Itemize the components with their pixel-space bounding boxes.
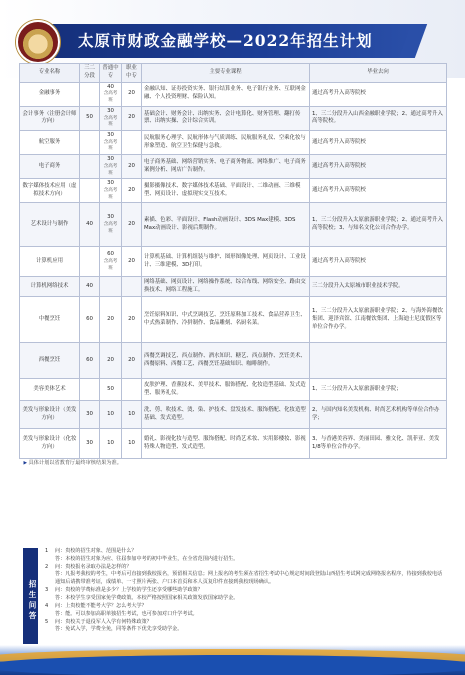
- faq-number: 1: [45, 548, 49, 554]
- table-body: [20, 82, 447, 469]
- general-count-note: 含高考班: [103, 91, 118, 104]
- table-row: [20, 203, 447, 247]
- faq-answer: 答：本校的招生对象为应、往届参加中考的初中毕业生，在全省范围内进行招生。: [55, 555, 239, 562]
- vocational-count-cell: 10: [122, 429, 142, 459]
- page-title: 太原市财政金融学校—2022年招生计划: [78, 31, 373, 50]
- general-count-value: 50: [107, 385, 114, 392]
- general-count-value: 40: [107, 83, 114, 90]
- vocational-count-cell: [122, 130, 142, 154]
- general-count-note: 含高考班: [103, 188, 118, 200]
- courses-cell: 素描、色彩、平面设计、Flash动画设计、3DS Max建模、3DS Max动画设计、影视后期制作。: [142, 203, 310, 247]
- faq-number: 3: [45, 587, 49, 594]
- general-count-note: 含高考班: [103, 139, 118, 152]
- major-name-cell: 计算机网络技术: [20, 277, 80, 297]
- major-name-cell: 美发与形象设计（美发方向）: [20, 401, 80, 429]
- table-row: [20, 82, 447, 106]
- general-count-note: 含高考班: [103, 163, 118, 176]
- vocational-count-cell: [122, 379, 142, 401]
- three-two-count-cell: 30: [80, 429, 100, 459]
- general-count-value: 10: [107, 439, 114, 446]
- table-row: [20, 247, 447, 277]
- three-two-count-cell: 40: [80, 277, 100, 297]
- general-count-value: 30: [107, 214, 114, 221]
- major-name-cell: 数字媒体技术应用（虚拟技术方向）: [20, 179, 80, 203]
- general-count-cell: [100, 203, 122, 247]
- destination-cell: 1、三二分段升入太原旅游职业学院；: [310, 379, 447, 401]
- vocational-count-cell: 20: [122, 82, 142, 106]
- destination-cell: 通过高考升入高等院校: [310, 130, 447, 154]
- faq-question: 问：贵校的学费标准是多少？上学校的学生还享受哪些助学政策？: [55, 587, 203, 594]
- courses-cell: 皮肤护理、香薰技术、美甲技术、服饰搭配、化妆造型基础、发式造型、服务礼仪。: [142, 379, 310, 401]
- table-row: [20, 343, 447, 379]
- table-row: [20, 277, 447, 297]
- header-courses: 主要专业课程: [142, 64, 310, 83]
- destination-cell: 通过高考升入高等院校: [310, 155, 447, 179]
- table-header-row: [20, 64, 447, 83]
- general-count-value: 20: [107, 315, 114, 322]
- table-row: [20, 297, 447, 343]
- school-logo-icon: [16, 20, 60, 64]
- major-name-cell: 航空服务: [20, 130, 80, 154]
- general-count-cell: [100, 155, 122, 179]
- destination-cell: 通过高考升入高等院校: [310, 247, 447, 277]
- three-two-count-cell: [80, 247, 100, 277]
- major-name-cell: 艺术设计与制作: [20, 203, 80, 247]
- courses-cell: 金融认知、证券投资实务、银行结算业务、电子银行业务、互联网金融、个人投资理财、保险认知。: [142, 82, 310, 106]
- header-major: 专业名称: [20, 64, 80, 83]
- courses-cell: 婚礼、影视化妆与造型、服饰搭配、时尚艺术妆、实用影楼妆、影视特殊人物造型、发式造型。: [142, 429, 310, 459]
- destination-cell: 3、与香港美容界、美丽田园、雅文化、凯菲亚、美发1/8等单位合作办学。: [310, 429, 447, 459]
- major-name-cell: 计算机应用: [20, 247, 80, 277]
- vocational-count-cell: 20: [122, 297, 142, 343]
- table-row: [20, 130, 447, 154]
- footer-wave: [0, 645, 465, 675]
- vocational-count-cell: 20: [122, 155, 142, 179]
- faq-answer: 答：本校学生享受国家免学费政策。本校严格按照国家相关政策发放国家助学金。: [55, 594, 239, 601]
- faq-question-line: [45, 548, 445, 556]
- general-count-note: 含高考班: [103, 259, 118, 271]
- destination-cell: 1、三二分段升入太原旅游职业学院；2、与海外海餐饮集团、迎泽宾馆、江南餐饮集团、上海迪士尼度假区等单位合作办学。: [310, 297, 447, 343]
- faq-answer: 答：凡报考我校的考生，中考后可直接到我校报名，预留相关信息；网上报名的考生须在省招生考试中心规定时间段登陆山西招生考试网完成网络报名程序，待接到我校电话通知后请携带准考证，成绩单、一寸照片两张、户口本首页和本人页复印件直接到我校现场确认。: [55, 571, 443, 586]
- table-row: [20, 379, 447, 401]
- major-name-cell: 会计事务（注册会计师方向）: [20, 106, 80, 130]
- three-two-count-cell: [80, 155, 100, 179]
- three-two-count-cell: 30: [80, 401, 100, 429]
- destination-cell: 三二分段升入太原城市职业技术学院。: [310, 277, 447, 297]
- general-count-value: 20: [107, 356, 114, 363]
- general-count-value: 30: [107, 107, 114, 114]
- table-row: [20, 429, 447, 459]
- major-name-cell: 美发与形象设计（化妆方向）: [20, 429, 80, 459]
- three-two-count-cell: 60: [80, 297, 100, 343]
- courses-cell: 网络基础、网页设计、网络操作系统、综合布线、网络安全、路由交换技术、网络工程施工。: [142, 277, 310, 297]
- general-count-note: 含高考班: [103, 115, 118, 128]
- general-count-cell: [100, 179, 122, 203]
- table-note: ▶ 具体计划以省教育厅最终审核结果为准。: [20, 459, 447, 469]
- vocational-count-cell: 20: [122, 343, 142, 379]
- major-name-cell: 金融事务: [20, 82, 80, 106]
- major-name-cell: 电子商务: [20, 155, 80, 179]
- general-count-cell: [100, 429, 122, 459]
- general-count-cell: [100, 343, 122, 379]
- courses-cell: 烹饪原料知识、中式烹调技艺、烹饪原料加工技术、食品营养卫生、中式热菜制作、冷拼制作、食品雕刻、名厨名菜。: [142, 297, 310, 343]
- three-two-count-cell: [80, 379, 100, 401]
- faq-answer: 答：免试入学，学费全免，同等条件下优先享受助学金。: [55, 626, 183, 633]
- faq-item: [45, 587, 445, 602]
- general-count-note: 含高考班: [103, 222, 118, 234]
- general-count-value: 10: [107, 410, 114, 417]
- general-count-cell: [100, 106, 122, 130]
- faq-number: 4: [45, 602, 49, 609]
- vocational-count-cell: 20: [122, 179, 142, 203]
- faq-question: 问：贵校的招生对象、范围是什么？: [55, 548, 137, 554]
- faq-question-line: [45, 587, 445, 595]
- table-row: [20, 401, 447, 429]
- faq-question: 问：上贵校能不能考大学？怎么考大学？: [55, 602, 147, 609]
- header-destination: 毕业去向: [310, 64, 447, 83]
- table-row: [20, 106, 447, 130]
- three-two-count-cell: [80, 130, 100, 154]
- table-row: [20, 155, 447, 179]
- major-name-cell: 美容美体艺术: [20, 379, 80, 401]
- faq-item: [45, 564, 445, 587]
- faq-question: 问：贵校报名录取办法是怎样的？: [55, 563, 132, 570]
- destination-cell: 通过高考升入高等院校: [310, 82, 447, 106]
- general-count-cell: [100, 130, 122, 154]
- general-count-value: 30: [107, 180, 114, 187]
- table-note-row: [20, 459, 447, 469]
- general-count-value: 30: [107, 131, 114, 138]
- general-count-value: 60: [107, 251, 114, 258]
- faq-list: [45, 548, 445, 635]
- faq-question: 问：贵校关于退役军人入学有何特殊政策？: [55, 618, 152, 625]
- table-row: [20, 179, 447, 203]
- courses-cell: 民航服务心理学、民航形体与气质训练、民航服务礼仪、空乘化妆与形象塑造、航空卫生保健与急救。: [142, 130, 310, 154]
- destination-cell: 1、三二分段升入山西金融职业学院；2、通过高考升入高等院校。: [310, 106, 447, 130]
- enrollment-table: [19, 63, 447, 469]
- destination-cell: 2、与国内知名美发机构、时尚艺术机构等单位合作办学；: [310, 401, 447, 429]
- faq-item: [45, 603, 445, 618]
- major-name-cell: 西餐烹饪: [20, 343, 80, 379]
- vocational-count-cell: 20: [122, 247, 142, 277]
- faq-item: [45, 548, 445, 563]
- general-count-cell: [100, 379, 122, 401]
- faq-number: 2: [45, 563, 49, 570]
- three-two-count-cell: [80, 179, 100, 203]
- header-general: 普通中专: [100, 64, 122, 83]
- general-count-cell: [100, 401, 122, 429]
- destination-cell: 通过高考升入高等院校: [310, 179, 447, 203]
- general-count-cell: [100, 247, 122, 277]
- faq-side-label: 招生问答: [23, 548, 38, 644]
- courses-cell: 摄影摄像技术、数字媒体技术基础、平面设计、二维动画、三维模型、网页设计、虚拟现实交互技术。: [142, 179, 310, 203]
- vocational-count-cell: 10: [122, 401, 142, 429]
- courses-cell: 计算机基础、计算机组装与维护、图形图像处理、网页设计、工业设计、三维建模、3D打印。: [142, 247, 310, 277]
- courses-cell: 西餐烹调技艺、西点制作、酒水知识、糖艺、西点制作、烹饪美术、西餐原料、西餐工艺、西餐烹饪基础知识、咖啡制作。: [142, 343, 310, 379]
- faq-section: [23, 548, 446, 644]
- header-vocational: 职业中专: [122, 64, 142, 83]
- courses-cell: 电子商务基础、网络营销实务、电子商务物流、网络推广、电子商务案例分析、网店广告制作。: [142, 155, 310, 179]
- general-count-cell: [100, 82, 122, 106]
- courses-cell: 洗、剪、吹技术、烫、染、护技术、盘发技术、服饰搭配、化妆造型基础、发式造型。: [142, 401, 310, 429]
- three-two-count-cell: [80, 82, 100, 106]
- vocational-count-cell: [122, 277, 142, 297]
- faq-item: [45, 619, 445, 634]
- three-two-count-cell: 60: [80, 343, 100, 379]
- vocational-count-cell: 20: [122, 106, 142, 130]
- vocational-count-cell: 20: [122, 203, 142, 247]
- faq-question-line: [45, 603, 445, 611]
- enrollment-table-wrap: [19, 63, 446, 469]
- three-two-count-cell: 40: [80, 203, 100, 247]
- three-two-count-cell: 50: [80, 106, 100, 130]
- general-count-cell: [100, 277, 122, 297]
- general-count-cell: [100, 297, 122, 343]
- faq-answer: 答：能。可以参加高职单独招生考试，也可参加对口升学考试。: [55, 610, 198, 617]
- faq-number: 5: [45, 618, 49, 625]
- courses-cell: 基础会计、财务会计、出纳实务、会计电算化、财务管理、翻打传票、出纳实操、会计综合实训。: [142, 106, 310, 130]
- destination-cell: 1、三二分段升入太原旅游职业学院；2、通过高考升入高等院校；3、与知名文化公司合作办学。: [310, 203, 447, 247]
- general-count-value: 30: [107, 156, 114, 163]
- major-name-cell: 中餐烹饪: [20, 297, 80, 343]
- header-32: 三二分段: [80, 64, 100, 83]
- destination-cell: [310, 343, 447, 379]
